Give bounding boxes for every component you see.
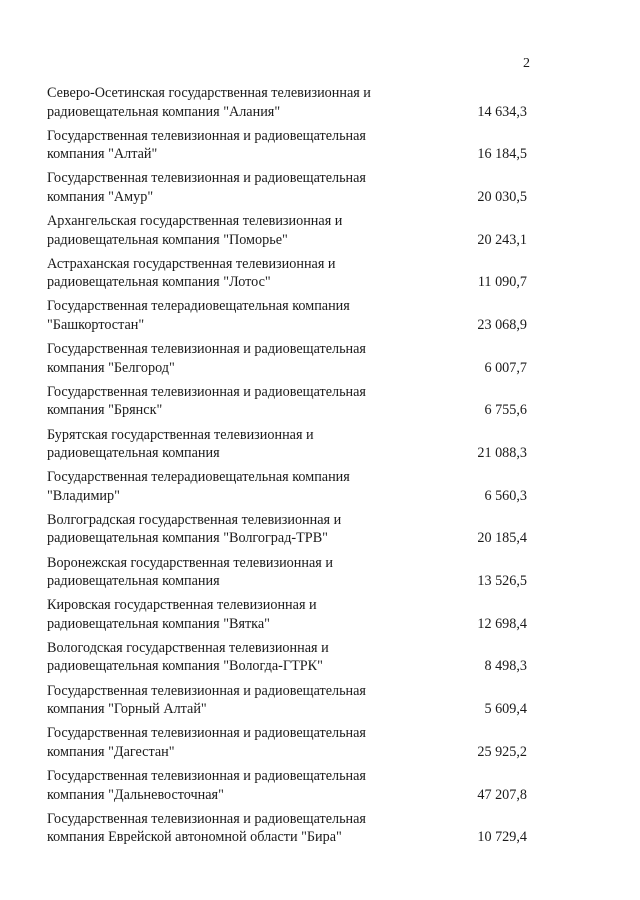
organization-name	[47, 767, 407, 804]
organization-name	[47, 554, 407, 591]
organization-name-line: Государственная телевизионная и радиовещательная	[47, 383, 366, 400]
amount-value: 8 498,3	[484, 658, 527, 675]
page-number: 2	[523, 56, 530, 71]
organization-name-line: Государственная телевизионная и радиовещательная	[47, 768, 366, 784]
organization-name	[47, 810, 407, 847]
organization-name-line: радиовещательная компания	[47, 445, 220, 461]
organization-name-line: радиовещательная компания "Вологда-ГТРК"	[47, 658, 323, 675]
organization-name	[47, 169, 407, 206]
amount-value: 47 207,8	[477, 786, 527, 803]
list-item	[47, 169, 527, 212]
organization-name-line: "Башкортостан"	[47, 316, 145, 333]
list-item	[47, 255, 527, 298]
amount-value: 11 090,7	[477, 274, 527, 291]
organization-name-line: Северо-Осетинская государственная телевизионная и	[47, 85, 371, 101]
organization-name-line: Государственная телевизионная и радиовещательная	[47, 682, 366, 699]
organization-name-line: радиовещательная компания "Вятка"	[47, 615, 270, 632]
organization-name	[47, 84, 407, 121]
list-item	[47, 127, 527, 170]
list-item	[47, 554, 527, 597]
amount-value: 6 007,7	[484, 359, 527, 376]
amount-value: 14 634,3	[477, 103, 527, 120]
list-item	[47, 810, 527, 853]
list-item	[47, 297, 527, 340]
list-item	[47, 84, 527, 127]
organization-name	[47, 255, 407, 292]
list-item	[47, 212, 527, 255]
allocation-list	[47, 84, 527, 852]
organization-name	[47, 212, 407, 249]
organization-name-line: Бурятская государственная телевизионная и	[47, 426, 314, 443]
organization-name-line: радиовещательная компания "Волгоград-ТРВ"	[47, 530, 328, 547]
amount-value: 12 698,4	[477, 615, 527, 632]
organization-name-line: радиовещательная компания "Лотос"	[47, 274, 271, 291]
list-item	[47, 767, 527, 810]
organization-name-line: радиовещательная компания "Алания"	[47, 103, 281, 120]
list-item	[47, 596, 527, 639]
amount-value: 13 526,5	[477, 573, 527, 590]
organization-name-line: компания "Брянск"	[47, 402, 163, 419]
organization-name-line: Астраханская государственная телевизионная и	[47, 255, 336, 272]
amount-value: 20 243,1	[477, 231, 527, 248]
organization-name	[47, 682, 407, 719]
organization-name-line: Государственная телевизионная и радиовещательная	[47, 725, 366, 742]
amount-value: 10 729,4	[477, 829, 527, 846]
organization-name	[47, 724, 407, 761]
organization-name-line: Волгоградская государственная телевизионная и	[47, 511, 342, 528]
list-item	[47, 383, 527, 426]
organization-name-line: компания "Горный Алтай"	[47, 701, 207, 718]
organization-name-line: радиовещательная компания "Поморье"	[47, 231, 288, 248]
amount-value: 20 185,4	[477, 530, 527, 547]
organization-name	[47, 340, 407, 377]
amount-value: 25 925,2	[477, 743, 527, 760]
amount-value: 5 609,4	[484, 701, 527, 718]
organization-name-line: Вологодская государственная телевизионная и	[47, 639, 329, 656]
organization-name-line: компания "Алтай"	[47, 146, 158, 163]
organization-name-line: "Владимир"	[47, 487, 120, 504]
list-item	[47, 682, 527, 725]
organization-name-line: компания "Дагестан"	[47, 743, 175, 760]
amount-value: 6 755,6	[484, 402, 527, 419]
organization-name-line: Государственная телевизионная и радиовещательная	[47, 127, 366, 144]
organization-name-line: компания "Белгород"	[47, 359, 175, 376]
organization-name	[47, 639, 407, 676]
list-item	[47, 511, 527, 554]
organization-name	[47, 468, 407, 505]
amount-value: 21 088,3	[477, 445, 527, 461]
organization-name-line: Государственная телерадиовещательная компания	[47, 469, 350, 486]
organization-name	[47, 127, 407, 164]
list-item	[47, 724, 527, 767]
list-item	[47, 468, 527, 511]
organization-name-line: радиовещательная компания	[47, 573, 220, 590]
amount-value: 6 560,3	[484, 487, 527, 504]
organization-name-line: Государственная телевизионная и радиовещательная	[47, 810, 366, 827]
list-item	[47, 340, 527, 383]
organization-name-line: Государственная телерадиовещательная компания	[47, 298, 350, 315]
organization-name	[47, 596, 407, 633]
organization-name	[47, 297, 407, 334]
list-item	[47, 426, 527, 469]
organization-name	[47, 426, 407, 463]
organization-name	[47, 511, 407, 548]
amount-value: 20 030,5	[477, 188, 527, 205]
organization-name-line: компания "Дальневосточная"	[47, 786, 224, 803]
organization-name-line: Государственная телевизионная и радиовещательная	[47, 341, 366, 358]
organization-name-line: Государственная телевизионная и радиовещательная	[47, 170, 366, 187]
organization-name	[47, 383, 407, 420]
amount-value: 16 184,5	[477, 146, 527, 163]
amount-value: 23 068,9	[477, 316, 527, 333]
organization-name-line: Кировская государственная телевизионная и	[47, 597, 317, 614]
organization-name-line: Воронежская государственная телевизионная и	[47, 554, 333, 571]
organization-name-line: компания Еврейской автономной области "Бира"	[47, 829, 342, 846]
organization-name-line: компания "Амур"	[47, 188, 154, 205]
list-item	[47, 639, 527, 682]
organization-name-line: Архангельская государственная телевизионная и	[47, 213, 343, 230]
